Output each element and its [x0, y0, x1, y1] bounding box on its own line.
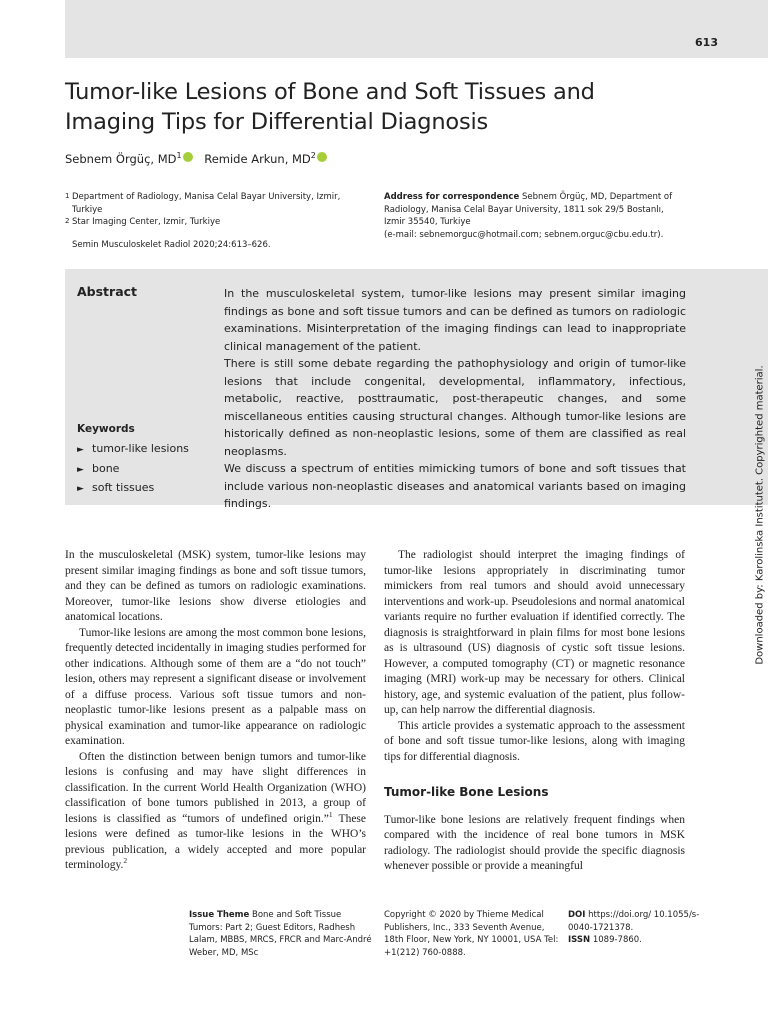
keyword-item: ► bone	[77, 460, 189, 480]
keywords-heading: Keywords	[77, 423, 135, 435]
doi-link[interactable]: https://doi.org/ 10.1055/s-0040-1721378.	[568, 910, 700, 933]
arrow-icon: ►	[77, 445, 84, 455]
journal-citation: Semin Musculoskelet Radiol 2020;24:613–626.	[72, 240, 271, 250]
orcid-icon[interactable]	[183, 152, 193, 162]
footer-issue-theme: Issue Theme Bone and Soft Tissue Tumors: Part 2; Guest Editors, Radhesh Lalam, MBBS, MRCS, FRCR and Marc-André Weber, MD, MSc	[189, 910, 372, 958]
download-notice: Downloaded by: Karolinska Institutet. Copyrighted material.	[754, 365, 766, 665]
arrow-icon: ►	[77, 464, 84, 475]
body-paragraph: Tumor-like bone lesions are relatively frequent findings when compared with the incidence of real bone tumors in MSK radiology. The radiologist should provide the specific diagnosis whenever possible or provide a meaningful	[384, 813, 685, 872]
keyword-item: ► soft tissues	[77, 479, 189, 499]
author-name: Sebnem Örgüç, MD	[65, 151, 177, 166]
author-affil-sup: 2	[310, 151, 316, 160]
author-affil-sup: 1	[176, 151, 182, 160]
abstract-text	[224, 285, 686, 513]
page-number: 613	[695, 36, 718, 49]
correspondence-email[interactable]: (e-mail: sebnemorguc@hotmail.com; sebnem.orguc@cbu.edu.tr).	[384, 229, 664, 240]
header-band	[65, 0, 768, 58]
correspondence-address	[384, 191, 684, 241]
body-column-right	[384, 548, 685, 875]
arrow-icon: ►	[77, 484, 84, 494]
body-paragraph: The radiologist should interpret the imaging findings of tumor-like lesions appropriately in discriminating tumor mimickers from real tumors and should avoid unnecessary interventions and work-up. Pseudolesions and normal anatomical variants require no further evaluation if identified correctly. The diagnosis is straightforward in plain films for most bone lesions as is ultrasound (US) diagnosis of cystic soft tissue lesions. However, a computed tomography (CT) or magnetic resonance imaging (MRI) work-up may be necessary for others. Clinical history, age, and systemic evaluation of the patient, plus follow-up, can help narrow the differential diagnosis.	[384, 549, 685, 716]
author-name: Remide Arkun, MD	[204, 151, 311, 166]
abstract-paragraph: There is still some debate regarding the pathophysiology and origin of tumor-like lesions that include congenital, developmental, inflammatory, infectious, metabolic, reactive, posttraumatic, post-therapeutic changes, and some miscellaneous entities causing structural changes. Although tumor-like lesions are historically defined as non-neoplastic lesions, some of them are classified as real neoplasms.	[224, 357, 686, 458]
body-paragraph: Tumor-like lesions are among the most common bone lesions, frequently detected incidentally in imaging studies performed for other indications. Although some of them are a “do not touch” lesion, others may represent a significant disease or involvement of a diffuse process. Various soft tissue tumors and non-neoplastic tumor-like lesions present as a palpable mass on physical examination and tumor-like appearance on radiologic examination.	[65, 626, 366, 747]
reference-mark[interactable]: 1	[328, 809, 333, 819]
affiliations	[65, 191, 355, 229]
correspondence-label: Address for correspondence	[384, 192, 520, 202]
abstract-heading: Abstract	[77, 284, 138, 299]
body-paragraph: Often the distinction between benign tumors and tumor-like lesions is confusing and may have slight differences in classification. In the current World Health Organization (WHO) classification of bone tumors published in 2013, a group of lesions is classified as “tumors of undefined origin.”$^1$ These lesions were defined as tumor-like lesions in the WHO’s previous publication, a widely accepted and more popular terminology.$^2$	[65, 750, 367, 871]
affil-text: Star Imaging Center, Izmir, Turkiye	[72, 217, 221, 227]
correspondence-text: Sebnem Örgüç, MD, Department of Radiology, Manisa Celal Bayar University, 1811 sok 29/5 Bostanlı, Izmir 35540, Turkiye	[384, 192, 673, 227]
reference-mark[interactable]: 2	[123, 856, 128, 866]
affil-number: 2	[65, 217, 70, 225]
abstract-paragraph: In the musculoskeletal system, tumor-like lesions may present similar imaging findings as bone and soft tissue tumors and can be defined as tumors on radiologic examinations. Misinterpretation of the imaging findings can lead to inappropriate clinical management of the patient.	[224, 287, 686, 353]
affil-text: Department of Radiology, Manisa Celal Bayar University, Izmir,	[72, 192, 341, 202]
section-heading: Tumor-like Bone Lesions	[384, 785, 549, 799]
abstract-paragraph: We discuss a spectrum of entities mimicking tumors of bone and soft tissues that include various non-neoplastic diseases and anatomical variants based on imaging findings.	[224, 462, 686, 510]
orcid-icon[interactable]	[317, 152, 327, 162]
body-paragraph: In the musculoskeletal (MSK) system, tumor-like lesions may present similar imaging findings as bone and soft tissue tumors, and they can be defined as tumors on radiologic examinations. Moreover, tumor-like lesions show diverse etiologies and anatomical locations.	[65, 549, 366, 623]
footer-copyright: Copyright © 2020 by Thieme Medical Publishers, Inc., 333 Seventh Avenue, 18th Floor, New York, NY 10001, USA Tel: +1(212) 760-0888.	[384, 910, 559, 958]
affil-text: Turkiye	[72, 204, 103, 215]
article-title: Tumor-like Lesions of Bone and Soft Tissues and Imaging Tips for Differential Diagnosis	[65, 79, 595, 135]
affil-number: 1	[65, 192, 70, 200]
body-paragraph: This article provides a systematic approach to the assessment of bone and soft tissue tumor-like lesions, along with imaging tips for differential diagnosis.	[384, 719, 685, 763]
footer-doi-issn: DOI https://doi.org/ 10.1055/s-0040-1721378. ISSN 1089-7860.	[568, 910, 700, 945]
keywords-list	[77, 440, 189, 499]
keyword-item: ► tumor-like lesions	[77, 440, 189, 460]
body-column-left	[65, 548, 366, 874]
author-line	[65, 151, 327, 166]
